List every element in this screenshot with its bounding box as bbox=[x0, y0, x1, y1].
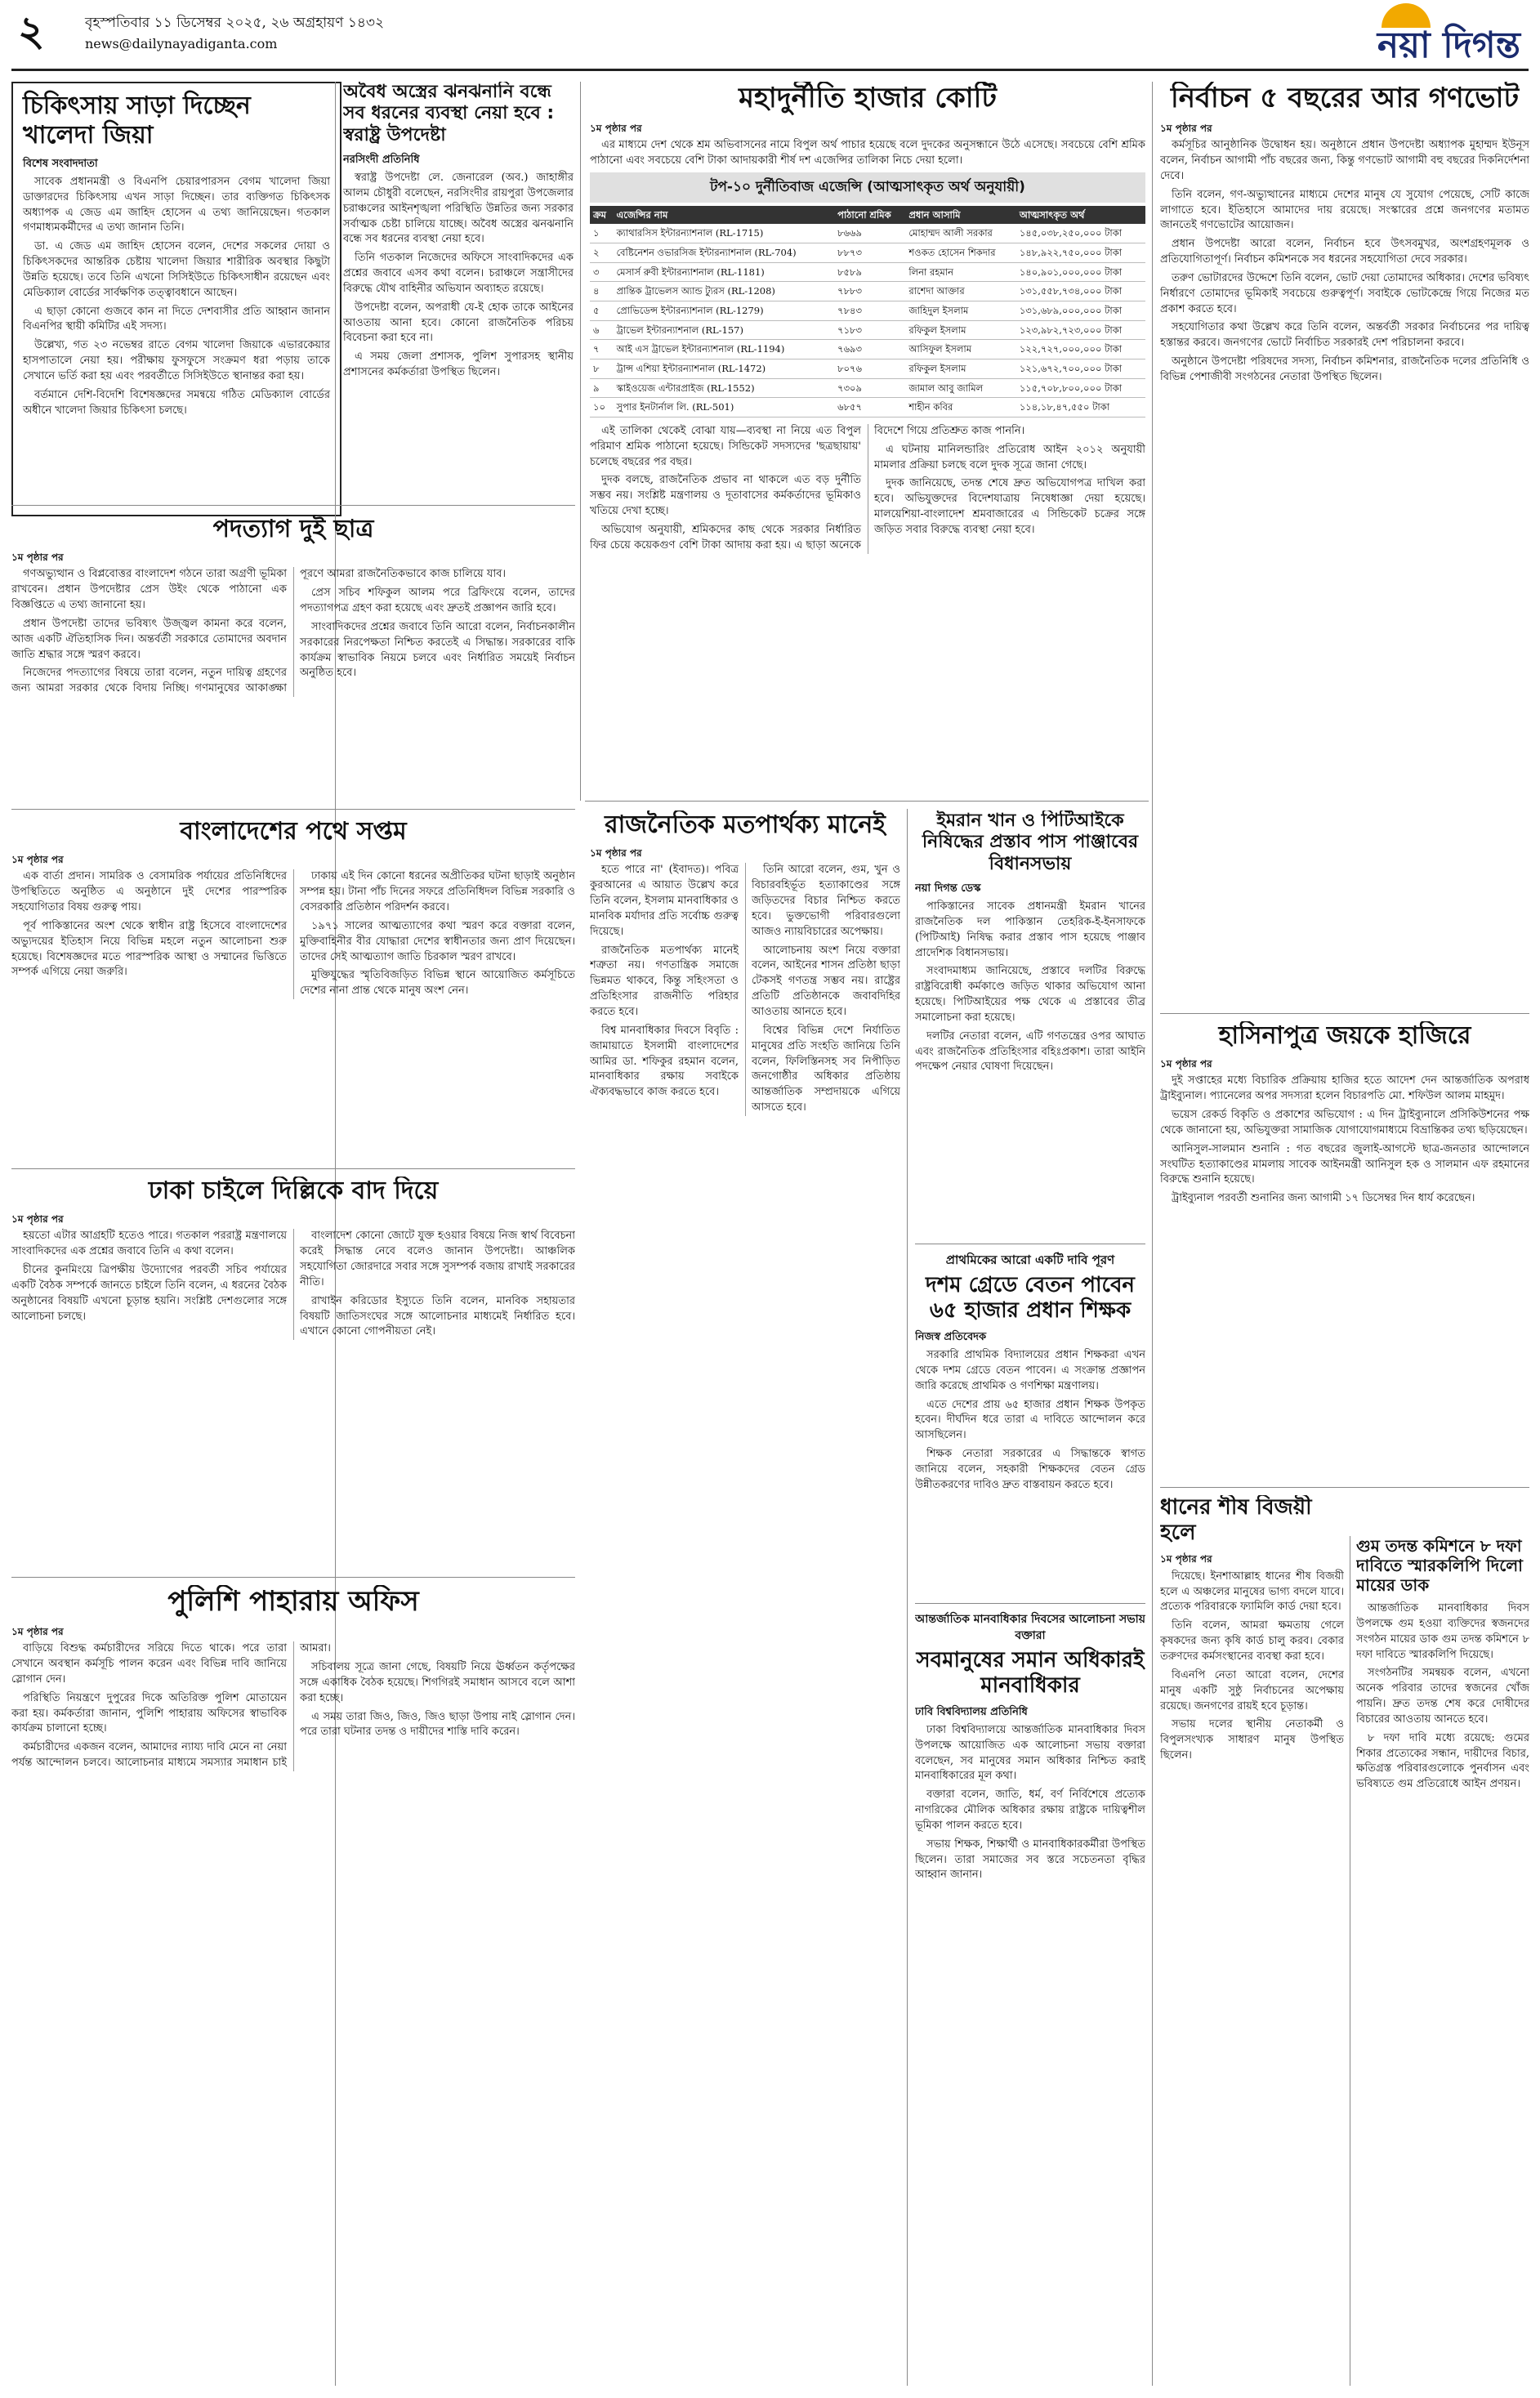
byline: নয়া দিগন্ত ডেস্ক bbox=[915, 882, 981, 895]
paragraph: এ ছাড়া কোনো গুজবে কান না দিতে দেশবাসীর প্রতি আহ্বান জানান বিএনপির স্থায়ী কমিটির এই সদস্য। bbox=[23, 305, 330, 333]
article-body bbox=[11, 1641, 575, 1771]
paragraph: অনুষ্ঠানে উপদেষ্টা পরিষদের সদস্য, নির্বাচন কমিশনার, রাজনৈতিক দলের প্রতিনিধি ও বিভিন্ন পেশাজীবী সংগঠনের নেতারা উপস্থিত ছিলেন। bbox=[1160, 355, 1529, 383]
paragraph: বিশ্ব মানবাধিকার দিবসে বিবৃতি : জামায়াতে ইসলামী বাংলাদেশের আমির ডা. শফিকুর রহমান বলেন, মানবাধিকার রক্ষায় সবাইকে ঐক্যবদ্ধভাবে কাজ করতে হবে। bbox=[590, 1024, 739, 1099]
continuation-label: ১ম পৃষ্ঠার পর bbox=[11, 551, 64, 563]
paragraph: এক বার্তা প্রদান। সামরিক ও বেসামরিক পর্যায়ের প্রতিনিধিদের উপস্থিতিতে অনুষ্ঠিত এ অনুষ্ঠানে দুই দেশের পারস্পরিক সহযোগিতার বিষয় গুরুত্ব পায়। bbox=[11, 870, 287, 914]
paragraph: ১৯৭১ সালের আত্মত্যাগের কথা স্মরণ করে বক্তারা বলেন, মুক্তিবাহিনীর বীর যোদ্ধারা দেশের স্বাধীনতার জন্য প্রাণ দিয়েছেন। তাদের সেই আত্মত্যাগ জাতি চিরকাল স্মরণ রাখবে। bbox=[300, 919, 575, 963]
paragraph: তিনি গতকাল নিজেদের অফিসে সাংবাদিকদের এক প্রশ্নের জবাবে এসব কথা বলেন। চরাঞ্চলে সন্ত্রাসীদের বিরুদ্ধে যৌথ বাহিনীর অভিযান অব্যাহত রয়েছে। bbox=[343, 252, 574, 295]
table-cell: ১৪৮,৯২২,৭৫০,০০০ টাকা bbox=[1016, 243, 1145, 262]
table-cell: ৮ bbox=[590, 359, 613, 378]
paragraph: দুই সপ্তাহের মধ্যে বিচারিক প্রক্রিয়ায় হাজির হতে আদেশ দেন আন্তর্জাতিক অপরাধ ট্রাইব্যুনাল। প্যানেলের অপর সদস্যরা হলেন বিচারপতি মো. শফিউল আলম মাহমুদ। bbox=[1160, 1074, 1529, 1103]
paragraph: কর্মসূচির আনুষ্ঠানিক উদ্বোধন হয়। অনুষ্ঠানে প্রধান উপদেষ্টা অধ্যাপক মুহাম্মদ ইউনূস বলেন, নির্বাচন আগামী পাঁচ বছরের জন্য, কিন্তু গণভোট আগামী বহু বছরের দিকনির্দেশনা দেবে। bbox=[1160, 139, 1529, 182]
table-row bbox=[590, 320, 1145, 340]
paragraph: উল্লেখ্য, গত ২৩ নভেম্বর রাতে বেগম খালেদা জিয়াকে এভারকেয়ার হাসপাতালে নেয়া হয়। পরীক্ষায় ফুসফুসে সংক্রমণ ধরা পড়ায় তাকে সেখানে ভর্তি করা হয় এবং পরবর্তীতে সিসিইউতে স্থানান্তর করা হয়। bbox=[23, 339, 330, 382]
table-cell: ১১৪,১৮,৪৭,৫৫০ টাকা bbox=[1016, 398, 1145, 418]
table-cell: ৮৫৮৯ bbox=[834, 262, 905, 282]
table-cell: মোহাম্মদ আলী সরকার bbox=[905, 224, 1016, 243]
table-cell: ৬৮৫৭ bbox=[834, 398, 905, 418]
table-cell: ৫ bbox=[590, 301, 613, 320]
paragraph: পূর্ব পাকিস্তানের অংশ থেকে স্বাধীন রাষ্ট্র হিসেবে বাংলাদেশের অভ্যুদয়ের ইতিহাস নিয়ে বিভিন্ন মহলে নতুন আলোচনা শুরু হয়েছে। বিশেষজ্ঞদের মতে পারস্পরিক আস্থা ও সম্মানের ভিত্তিতে সম্পর্ক এগিয়ে নেয়া জরুরি। bbox=[11, 919, 287, 979]
table-row bbox=[590, 398, 1145, 418]
headline: গুম তদন্ত কমিশনে ৮ দফা দাবিতে স্মারকলিপি দিলো মায়ের ডাক bbox=[1356, 1536, 1523, 1595]
continuation-label: ১ম পৃষ্ঠার পর bbox=[590, 847, 642, 859]
article-body bbox=[343, 171, 574, 381]
article-bangladesh bbox=[11, 817, 575, 1160]
paragraph: দুদক বলছে, রাজনৈতিক প্রভাব না থাকলে এত বড় দুর্নীতি সম্ভব নয়। সংশ্লিষ্ট মন্ত্রণালয় ও দূতাবাসের কর্মকর্তাদের ভূমিকাও খতিয়ে দেখা হচ্ছে। bbox=[590, 474, 861, 518]
paragraph: সাবেক প্রধানমন্ত্রী ও বিএনপি চেয়ারপারসন বেগম খালেদা জিয়া ডাক্তারদের চিকিৎসায় এখন সাড়া দিচ্ছেন। তার ব্যক্তিগত চিকিৎসক অধ্যাপক এ জেড এম জাহিদ হোসেন এ তথ্য জানিয়েছেন। গতকাল গণমাধ্যমকর্মীদের এ তথ্য জানান তিনি। bbox=[23, 175, 330, 234]
continuation-label: ১ম পৃষ্ঠার পর bbox=[11, 1625, 64, 1637]
table-row bbox=[590, 359, 1145, 378]
byline: ঢাবি বিশ্ববিদ্যালয় প্রতিনিধি bbox=[915, 1705, 1028, 1718]
table-cell: শওকত হোসেন শিকদার bbox=[905, 243, 1016, 262]
column-header: এজেন্সির নাম bbox=[613, 206, 834, 225]
table-cell: সুপার ইনটার্নাল লি. (RL-501) bbox=[613, 398, 834, 418]
paragraph: সংগঠনটির সমন্বয়ক বলেন, এখনো অনেক পরিবার তাদের স্বজনের খোঁজ পায়নি। দ্রুত তদন্ত শেষ করে দোষীদের বিচারের আওতায় আনতে হবে। bbox=[1356, 1667, 1529, 1726]
paragraph: ৮ দফা দাবি মধ্যে রয়েছে: গুমের শিকার প্রত্যেকের সন্ধান, দায়ীদের বিচার, ক্ষতিগ্রস্ত পরিবারগুলোকে পুনর্বাসন এবং ভবিষ্যতে গুম প্রতিরোধে আইন প্রণয়ন। bbox=[1356, 1731, 1529, 1791]
paragraph: রাখাইন করিডোর ইস্যুতে তিনি বলেন, মানবিক সহায়তার বিষয়টি জাতিসংঘের সঙ্গে আলোচনার মাধ্যমেই নির্ধারিত হবে। এখানে কোনো গোপনীয়তা নেই। bbox=[300, 1294, 575, 1338]
paragraph: এতে দেশের প্রায় ৬৫ হাজার প্রধান শিক্ষক উপকৃত হবেন। দীর্ঘদিন ধরে তারা এ দাবিতে আন্দোলন করে আসছিলেন। bbox=[915, 1398, 1145, 1442]
paragraph: গণঅভ্যুত্থান ও বিপ্লবোত্তর বাংলাদেশ গঠনে তারা অগ্রণী ভূমিকা রাখবেন। প্রধান উপদেষ্টার প্রেস উইং থেকে পাঠানো এক বিজ্ঞপ্তিতে এ তথ্য জানানো হয়। bbox=[11, 568, 287, 612]
paragraph: নিজেদের পদত্যাগের বিষয়ে তারা বলেন, নতুন দায়িত্ব গ্রহণের জন্য আমরা সরকার থেকে বিদায় নিচ্ছি। গণমানুষের আকাঙ্ক্ষা পূরণে আমরা রাজনৈতিকভাবে কাজ চালিয়ে যাব। bbox=[11, 568, 506, 695]
masthead-divider bbox=[11, 69, 1529, 71]
table-cell: ৭ bbox=[590, 340, 613, 359]
section-rule bbox=[11, 1577, 575, 1578]
table-cell: ২ bbox=[590, 243, 613, 262]
paragraph: এই তালিকা থেকেই বোঝা যায়—ব্যবস্থা না নিয়ে এত বিপুল পরিমাণ শ্রমিক পাঠানো হয়েছে। সিন্ডিকেট সদস্যদের 'ছত্রছায়ায়' চলেছে বছরের পর বছর। bbox=[590, 424, 861, 468]
paragraph: সংবাদমাধ্যম জানিয়েছে, প্রস্তাবে দলটির বিরুদ্ধে রাষ্ট্রবিরোধী কর্মকাণ্ডে জড়িত থাকার অভিযোগ আনা হয়েছে। পিটিআইয়ের পক্ষ থেকে এ প্রস্তাবের তীব্র সমালোচনা করা হয়েছে। bbox=[915, 965, 1145, 1024]
agency-table bbox=[590, 206, 1145, 418]
column-header: পাঠানো শ্রমিক bbox=[834, 206, 905, 225]
table-row bbox=[590, 340, 1145, 359]
paragraph: বক্তারা বলেন, জাতি, ধর্ম, বর্ণ নির্বিশেষে প্রত্যেক নাগরিকের মৌলিক অধিকার রক্ষায় রাষ্ট্রকে দায়িত্বশীল ভূমিকা পালন করতে হবে। bbox=[915, 1788, 1145, 1832]
table-cell: জামাল আবু জামিল bbox=[905, 378, 1016, 398]
headline: পুলিশি পাহারায় অফিস bbox=[167, 1585, 419, 1618]
paragraph: আলোচনায় অংশ নিয়ে বক্তারা বলেন, আইনের শাসন প্রতিষ্ঠা ছাড়া টেকসই গণতন্ত্র সম্ভব নয়। রাষ্ট্রের প্রতিটি প্রতিষ্ঠানকে জবাবদিহির আওতায় আনতে হবে। bbox=[752, 944, 900, 1018]
column-rule bbox=[580, 82, 581, 801]
paragraph: বর্তমানে দেশি-বিদেশি বিশেষজ্ঞদের সমন্বয়ে গঠিত মেডিক্যাল বোর্ডের অধীনে খালেদা জিয়ার চিকিৎসা চলছে। bbox=[23, 388, 330, 417]
paragraph: প্রধান উপদেষ্টা আরো বলেন, নির্বাচন হবে উৎসবমুখর, অংশগ্রহণমূলক ও প্রতিযোগিতাপূর্ণ। নির্বাচন কমিশনকে সব ধরনের সহযোগিতা দেবে সরকার। bbox=[1160, 238, 1529, 266]
paragraph: হতে পারে না' (ইবাদত)। পবিত্র কুরআনের এ আয়াত উল্লেখ করে তিনি বলেন, ইসলাম মানবাধিকার ও মানবিক মর্যাদার প্রতি সর্বোচ্চ গুরুত্ব দিয়েছে। bbox=[590, 864, 739, 938]
column-rule bbox=[1152, 82, 1153, 2386]
kicker: প্রাথমিকের আরো একটি দাবি পূরণ bbox=[945, 1253, 1115, 1267]
masthead bbox=[0, 0, 1540, 72]
article-imran bbox=[915, 810, 1145, 1235]
table-cell: ট্রাভেল ইন্টারন্যাশনাল (RL-157) bbox=[613, 320, 834, 340]
continuation-label: ১ম পৃষ্ঠার পর bbox=[590, 122, 642, 134]
paragraph: সভায় শিক্ষক, শিক্ষার্থী ও মানবাধিকারকর্মীরা উপস্থিত ছিলেন। তারা সমাজের সব স্তরে সচেতনতা বৃদ্ধির আহ্বান জানান। bbox=[915, 1838, 1145, 1882]
table-cell: রাশেদা আক্তার bbox=[905, 282, 1016, 301]
paragraph: উপদেষ্টা বলেন, অপরাধী যে-ই হোক তাকে আইনের আওতায় আনা হবে। কোনো রাজনৈতিক পরিচয় বিবেচনা করা হবে না। bbox=[343, 301, 574, 345]
table-cell: ১ bbox=[590, 224, 613, 243]
table-cell: প্রোভিডেন্স ইন্টারন্যাশনাল (RL-1279) bbox=[613, 301, 834, 320]
paragraph: আন্তর্জাতিক মানবাধিকার দিবস উপলক্ষে গুম হওয়া ব্যক্তিদের স্বজনদের সংগঠন মায়ের ডাক গুম তদন্ত কমিশনে ৮ দফা দাবিতে স্মারকলিপি দিয়েছে। bbox=[1356, 1602, 1529, 1661]
kicker: আন্তর্জাতিক মানবাধিকার দিবসের আলোচনা সভায় বক্তারা bbox=[915, 1613, 1145, 1643]
table-cell: ১২১,৬৭২,৭০০,০০০ টাকা bbox=[1016, 359, 1145, 378]
table-cell: মেসার্স রুবী ইন্টারন্যাশনাল (RL-1181) bbox=[613, 262, 834, 282]
table-row bbox=[590, 378, 1145, 398]
table-cell: ৭৩০৯ bbox=[834, 378, 905, 398]
table-cell: ১২৩,৯৮২,৭২৩,০০০ টাকা bbox=[1016, 320, 1145, 340]
section-rule bbox=[1160, 1487, 1529, 1488]
paragraph: বিএনপি নেতা আরো বলেন, দেশের মানুষ একটি সুষ্ঠু নির্বাচনের অপেক্ষায় রয়েছে। জনগণের রায়ই হবে চূড়ান্ত। bbox=[1160, 1668, 1344, 1713]
table-row bbox=[590, 243, 1145, 262]
table-cell: ৭১৮৩ bbox=[834, 320, 905, 340]
article-intro bbox=[590, 138, 1145, 169]
section-rule bbox=[1160, 1013, 1529, 1014]
table-cell: ক্যাথারসিস ইন্টারন্যাশনাল (RL-1715) bbox=[613, 224, 834, 243]
table-row bbox=[590, 282, 1145, 301]
headline: হাসিনাপুত্র জয়কে হাজিরে bbox=[1218, 1021, 1471, 1050]
continuation-label: ১ম পৃষ্ঠার পর bbox=[1160, 1058, 1212, 1069]
paragraph: প্রেস সচিব শফিকুল আলম পরে ব্রিফিংয়ে বলেন, তাদের পদত্যাগপত্র গ্রহণ করা হয়েছে এবং দ্রুতই প্রজ্ঞাপন জারি হবে। bbox=[300, 587, 575, 615]
table-cell: ৮০৭৬ bbox=[834, 359, 905, 378]
page-number: ২ bbox=[18, 7, 45, 55]
newspaper-logo bbox=[1275, 3, 1520, 66]
paragraph: বাড়িয়ে বিশুদ্ধ কর্মচারীদের সরিয়ে দিতে থাকে। পরে তারা সেখানে অবস্থান কর্মসূচি পালন করেন এবং বিভিন্ন দাবি জানিয়ে স্লোগান দেন। bbox=[11, 1642, 287, 1686]
article-illegal-arms bbox=[343, 82, 574, 497]
table-cell: ১২২,৭২৭,০০০,০০০ টাকা bbox=[1016, 340, 1145, 359]
column-header: প্রধান আসামি bbox=[905, 206, 1016, 225]
table-cell: ৭৬৯৩ bbox=[834, 340, 905, 359]
paragraph: সাংবাদিকদের প্রশ্নের জবাবে তিনি আরো বলেন, নির্বাচনকালীন সরকারের নিরপেক্ষতা নিশ্চিত করতেই এ সিদ্ধান্ত। সরকারের বাকি কার্যক্রম স্বাভাবিক নিয়মে চলবে এবং নির্ধারিত সময়েই নির্বাচন অনুষ্ঠিত হবে। bbox=[300, 620, 575, 680]
article-body bbox=[23, 175, 330, 419]
paragraph: ট্রাইব্যুনাল পরবর্তী শুনানির জন্য আগামী ১৭ ডিসেম্বর দিন ধার্য করেছেন। bbox=[1172, 1192, 1475, 1205]
article-election bbox=[1160, 82, 1529, 1005]
section-rule bbox=[11, 505, 575, 506]
headline: মহাদুর্নীতি হাজার কোটি bbox=[739, 82, 997, 114]
table-cell: স্কাইওয়েজ এন্টারপ্রাইজ (RL-1552) bbox=[613, 378, 834, 398]
paragraph: তিনি বলেন, গণ-অভ্যুত্থানের মাধ্যমে দেশের মানুষ যে সুযোগ পেয়েছে, সেটি কাজে লাগাতে হবে। ইতিহাসে আমাদের দায় রয়েছে। সংস্কারের প্রশ্নে জনগণের মতামত জানতেই গণভোটের আয়োজন। bbox=[1160, 188, 1529, 232]
paragraph: কর্মচারীদের একজন বলেন, আমাদের ন্যায্য দাবি মেনে না নেয়া পর্যন্ত আন্দোলন চলবে। আলোচনার মাধ্যমে সমস্যার সমাধান চাই আমরা। bbox=[11, 1642, 331, 1770]
paragraph: সভায় দলের স্থানীয় নেতাকর্মী ও বিপুলসংখ্যক সাধারণ মানুষ উপস্থিত ছিলেন। bbox=[1160, 1718, 1344, 1762]
section-rule bbox=[915, 1603, 1145, 1604]
continuation-label: ১ম পৃষ্ঠার পর bbox=[1160, 1553, 1212, 1565]
paragraph: এ ঘটনায় মানিলন্ডারিং প্রতিরোধ আইন ২০১২ অনুযায়ী মামলার প্রক্রিয়া চলছে বলে দুদক সূত্রে জানা গেছে। bbox=[874, 443, 1145, 471]
table-cell: ৭৮৪৩ bbox=[834, 301, 905, 320]
continuation-label: ১ম পৃষ্ঠার পর bbox=[11, 1213, 64, 1225]
logo-text: নয়া দিগন্ত bbox=[1377, 25, 1520, 66]
headline: অবৈধ অস্ত্রের ঝনঝনানি বন্ধে সব ধরনের ব্যবস্থা নেয়া হবে : স্বরাষ্ট্র উপদেষ্টা bbox=[343, 82, 555, 145]
column-header: ক্রম bbox=[590, 206, 613, 225]
paragraph: রাজনৈতিক মতপার্থক্য মানেই শত্রুতা নয়। গণতান্ত্রিক সমাজে ভিন্নমত থাকবে, কিন্তু সহিংসতা ও প্রতিহিংসার রাজনীতি পরিহার করতে হবে। bbox=[590, 944, 739, 1018]
article-enforced-disappearance bbox=[1356, 1536, 1529, 2378]
paragraph: এর মাধ্যমে দেশ থেকে শ্রম অভিবাসনের নামে বিপুল অর্থ পাচার হয়েছে বলে দুদকের অনুসন্ধানে উঠে এসেছে। সবচেয়ে বেশি শ্রমিক পাঠানো এবং সবচেয়ে বেশি টাকা আদায়কারী শীর্ষ দশ এজেন্সির তালিকা নিচে দেয়া হলো। bbox=[590, 139, 1145, 167]
paragraph: চীনের কুনমিংয়ে ত্রিপক্ষীয় উদ্যোগের পরবর্তী সচিব পর্যায়ের একটি বৈঠক সম্পর্কে জানতে চাইলে তিনি বলেন, এ ধরনের বৈঠক অনুষ্ঠানের বিষয়টি এখনো চূড়ান্ত হয়নি। সংশ্লিষ্ট দেশগুলোর সঙ্গে আলোচনা চলছে। bbox=[11, 1264, 287, 1323]
table-cell: জাহিদুল ইসলাম bbox=[905, 301, 1016, 320]
table-cell: আই এস ট্রাভেল ইন্টারন্যাশনাল (RL-1194) bbox=[613, 340, 834, 359]
table-cell: ৯ bbox=[590, 378, 613, 398]
issue-date: বৃহস্পতিবার ১১ ডিসেম্বর ২০২৫, ২৬ অগ্রহায়ণ ১৪৩২ bbox=[85, 15, 385, 31]
table-body bbox=[590, 224, 1145, 417]
article-body bbox=[590, 424, 1145, 554]
article-body bbox=[1160, 1074, 1529, 1207]
paragraph: হয়তো এটার আগ্রহটি হতেও পারে। গতকাল পররাষ্ট্র মন্ত্রণালয়ে সাংবাদিকদের এক প্রশ্নের জবাবে তিনি এ কথা বলেন। bbox=[11, 1230, 287, 1258]
article-khaleda bbox=[11, 82, 341, 516]
headline: চিকিৎসায় সাড়া দিচ্ছেন খালেদা জিয়া bbox=[23, 92, 251, 150]
article-politics bbox=[590, 810, 900, 2379]
article-human-rights bbox=[915, 1611, 1145, 2379]
table-cell: রফিকুল ইসলাম bbox=[905, 359, 1016, 378]
headline: সবমানুষের সমান অধিকারই মানবাধিকার bbox=[916, 1647, 1145, 1698]
paragraph: তরুণ ভোটারদের উদ্দেশে তিনি বলেন, ভোট দেয়া তোমাদের অধিকার। দেশের ভবিষ্যৎ নির্ধারণে তোমাদের ভূমিকাই সবচেয়ে গুরুত্বপূর্ণ। সবাইকে ভোটকেন্দ্রে গিয়ে নিজের মত প্রকাশ করতে হবে। bbox=[1160, 271, 1529, 315]
headline: ধানের শীষ বিজয়ী হলে bbox=[1160, 1495, 1312, 1546]
paragraph: ভয়েস রেকর্ড বিকৃতি ও প্রকাশের অভিযোগ : এ দিন ট্রাইব্যুনালে প্রসিকিউশনের পক্ষ থেকে জানানো হয়, অভিযুক্তরা সামাজিক যোগাযোগমাধ্যমে বিভ্রান্তিকর তথ্য ছড়িয়েছেন। bbox=[1160, 1109, 1529, 1136]
paragraph: সহযোগিতার কথা উল্লেখ করে তিনি বলেন, অন্তর্বর্তী সরকার নির্বাচনের পর দায়িত্ব হস্তান্তর করবে। জনগণের ভোটে নির্বাচিত সরকারই দেশ পরিচালনা করবে। bbox=[1160, 321, 1529, 350]
article-paddy bbox=[1160, 1495, 1344, 2378]
paragraph: এ সময় তারা জিও, জিও, জিও ছাড়া উপায় নাই স্লোগান দেন। পরে তারা ঘটনার তদন্ত ও দায়ীদের শাস্তি দাবি করেন। bbox=[300, 1710, 575, 1739]
article-body bbox=[1160, 138, 1529, 386]
article-body bbox=[1356, 1601, 1529, 1793]
paragraph: পরিস্থিতি নিয়ন্ত্রণে দুপুরের দিকে অতিরিক্ত পুলিশ মোতায়েন করা হয়। কর্মকর্তারা জানান, পুলিশি পাহারায় অফিসের স্বাভাবিক কার্যক্রম চালানো হচ্ছে। bbox=[11, 1691, 287, 1735]
table-row bbox=[590, 262, 1145, 282]
paragraph: দুদক জানিয়েছে, তদন্ত শেষে দ্রুত অভিযোগপত্র দাখিল করা হবে। অভিযুক্তদের বিদেশযাত্রায় নিষেধাজ্ঞা দেয়া হয়েছে। মালয়েশিয়া-বাংলাদেশ শ্রমবাজারের এ সিন্ডিকেট চক্রের সঙ্গে জড়িত সবার বিরুদ্ধে ব্যবস্থা নেয়া হবে। bbox=[874, 477, 1145, 536]
article-body bbox=[11, 1229, 575, 1340]
article-body bbox=[915, 1348, 1145, 1494]
section-rule bbox=[585, 801, 1149, 802]
contact-email: news@dailynayadiganta.com bbox=[85, 36, 278, 51]
headline: বাংলাদেশের পথে সপ্তম bbox=[180, 817, 407, 846]
table-cell: প্রান্তিক ট্রাভেলস অ্যান্ড ট্যুরস (RL-1208) bbox=[613, 282, 834, 301]
column-rule bbox=[907, 809, 908, 2386]
article-dhaka bbox=[11, 1177, 575, 1569]
article-body bbox=[1160, 1570, 1344, 1764]
table-cell: ৮৮৭৩ bbox=[834, 243, 905, 262]
table-cell: ১০ bbox=[590, 398, 613, 418]
table-cell: আসিফুল ইসলাম bbox=[905, 340, 1016, 359]
table-cell: ৪ bbox=[590, 282, 613, 301]
paragraph: শিক্ষক নেতারা সরকারের এ সিদ্ধান্তকে স্বাগত জানিয়ে বলেন, সহকারী শিক্ষকদের বেতন গ্রেড উন্নীতকরণের দাবিও দ্রুত বাস্তবায়ন করতে হবে। bbox=[915, 1448, 1145, 1491]
paragraph: প্রধান উপদেষ্টা তাদের ভবিষ্যৎ উজ্জ্বল কামনা করে বলেন, আজ একটি ঐতিহাসিক দিন। অন্তর্বর্তী সরকারে তোমাদের অবদান জাতি শ্রদ্ধার সঙ্গে স্মরণ করবে। bbox=[11, 617, 287, 661]
table-cell: বেষ্টিনেশন ওভারসিজ ইন্টারন্যাশনাল (RL-704) bbox=[613, 243, 834, 262]
headline: ঢাকা চাইলে দিল্লিকে বাদ দিয়ে bbox=[148, 1177, 439, 1205]
table-header-row bbox=[590, 206, 1145, 225]
paragraph: আনিসুল-সালমান শুনানি : গত বছরের জুলাই-আগস্টে ছাত্র-জনতার আন্দোলনে সংঘটিত হত্যাকাণ্ডের মামলায় সাবেক আইনমন্ত্রী আনিসুল হক ও সালমান এফ রহমানের বিরুদ্ধে শুনানি হয়েছে। bbox=[1160, 1142, 1529, 1186]
byline: নরসিংদী প্রতিনিধি bbox=[343, 154, 420, 167]
paragraph: অভিযোগ অনুযায়ী, শ্রমিকদের কাছ থেকে সরকার নির্ধারিত ফির চেয়ে কয়েকগুণ বেশি টাকা আদায় করা হয়। এ ছাড়া অনেকে বিদেশে গিয়ে প্রতিশ্রুত কাজ পাননি। bbox=[590, 424, 1025, 551]
headline: রাজনৈতিক মতপার্থক্য মানেই bbox=[605, 810, 886, 839]
paragraph: স্বরাষ্ট্র উপদেষ্টা লে. জেনারেল (অব.) জাহাঙ্গীর আলম চৌধুরী বলেছেন, নরসিংদীর রায়পুরা উপজেলার চরাঞ্চলের আইনশৃঙ্খলা পরিস্থিতি উন্নতির জন্য সরকার সর্বাত্মক চেষ্টা চালিয়ে যাচ্ছে। অবৈধ অস্ত্রের ঝনঝনানি বন্ধে সব ধরনের ব্যবস্থা নেয়া হবে। bbox=[343, 172, 574, 246]
headline: ইমরান খান ও পিটিআইকে নিষিদ্ধের প্রস্তাব পাস পাঞ্জাবের বিধানসভায় bbox=[922, 810, 1139, 874]
section-rule bbox=[11, 809, 575, 810]
continuation-label: ১ম পৃষ্ঠার পর bbox=[1160, 122, 1212, 134]
byline: নিজস্ব প্রতিবেদক bbox=[915, 1331, 987, 1344]
article-body bbox=[11, 869, 575, 999]
article-police bbox=[11, 1585, 575, 2386]
article-body bbox=[915, 900, 1145, 1075]
paragraph: সচিবালয় সূত্রে জানা গেছে, বিষয়টি নিয়ে ঊর্ধ্বতন কর্তৃপক্ষের সঙ্গে একাধিক বৈঠক হয়েছে। শিগগিরই সমাধান আসবে বলে আশা করা হচ্ছে। bbox=[300, 1661, 575, 1704]
column-header: আত্মসাৎকৃত অর্থ bbox=[1016, 206, 1145, 225]
table-cell: ১৪০,৯০১,০০০,০০০ টাকা bbox=[1016, 262, 1145, 282]
table-row bbox=[590, 301, 1145, 320]
paragraph: বাংলাদেশ কোনো জোটে যুক্ত হওয়ার বিষয়ে নিজ স্বার্থ বিবেচনা করেই সিদ্ধান্ত নেবে বলেও জানান উপদেষ্টা। আঞ্চলিক সহযোগিতা জোরদারে সবার সঙ্গে সুসম্পর্ক বজায় রাখাই সরকারের নীতি। bbox=[300, 1230, 575, 1288]
paragraph: ঢাকায় এই দিন কোনো ধরনের অপ্রীতিকর ঘটনা ছাড়াই অনুষ্ঠান সম্পন্ন হয়। টানা পাঁচ দিনের সফরে প্রতিনিধিদল বিভিন্ন সরকারি ও বেসরকারি প্রতিষ্ঠান পরিদর্শন করবে। bbox=[300, 870, 575, 914]
paragraph: তিনি বলেন, আমরা ক্ষমতায় গেলে কৃষকদের জন্য কৃষি কার্ড চালু করব। বেকার তরুণদের কর্মসংস্থানের ব্যবস্থা করা হবে। bbox=[1160, 1619, 1344, 1663]
paragraph: দলটির নেতারা বলেন, এটি গণতন্ত্রের ওপর আঘাত এবং রাজনৈতিক প্রতিহিংসার বহিঃপ্রকাশ। তারা আইনি পদক্ষেপ নেয়ার ঘোষণা দিয়েছেন। bbox=[915, 1029, 1145, 1074]
article-corruption bbox=[590, 82, 1145, 793]
article-hasina-son bbox=[1160, 1021, 1529, 1479]
table-cell: ১১৫,৭০৮,৮০০,০০০ টাকা bbox=[1016, 378, 1145, 398]
table-cell: ১৩১,৬৮৯,০০০,০০০ টাকা bbox=[1016, 301, 1145, 320]
article-teachers bbox=[915, 1252, 1145, 1595]
headline: নির্বাচন ৫ বছরের আর গণভোট bbox=[1170, 82, 1520, 114]
headline: পদত্যাগ দুই ছাত্র bbox=[212, 515, 374, 543]
paragraph: পাকিস্তানের সাবেক প্রধানমন্ত্রী ইমরান খানের রাজনৈতিক দল পাকিস্তান তেহরিক-ই-ইনসাফকে (পিটিআই) নিষিদ্ধ করার প্রস্তাব পাস হয়েছে পাঞ্জাব প্রাদেশিক বিধানসভায়। bbox=[915, 900, 1145, 959]
section-rule bbox=[11, 1168, 575, 1169]
byline: বিশেষ সংবাদদাতা bbox=[23, 158, 98, 170]
table-cell: শাহীন কবির bbox=[905, 398, 1016, 418]
paragraph: বিশ্বের বিভিন্ন দেশে নির্যাতিত মানুষের প্রতি সংহতি জানিয়ে তিনি বলেন, ফিলিস্তিনসহ সব নিপীড়িত জনগোষ্ঠীর অধিকার প্রতিষ্ঠায় আন্তর্জাতিক সম্প্রদায়কে এগিয়ে আসতে হবে। bbox=[752, 1024, 900, 1114]
paragraph: মুক্তিযুদ্ধের স্মৃতিবিজড়িত বিভিন্ন স্থানে আয়োজিত কর্মসূচিতে দেশের নানা প্রান্ত থেকে মানুষ অংশ নেন। bbox=[300, 969, 575, 998]
table-cell: ১৪৫,০৩৮,২৫০,০০০ টাকা bbox=[1016, 224, 1145, 243]
table-row bbox=[590, 224, 1145, 243]
table-cell: ৮৬৬৯ bbox=[834, 224, 905, 243]
table-cell: লিনা রহমান bbox=[905, 262, 1016, 282]
table-cell: ট্রান্স এশিয়া ইন্টারন্যাশনাল (RL-1472) bbox=[613, 359, 834, 378]
table-cell: ১৩১,৫৫৮,৭৩৪,০০০ টাকা bbox=[1016, 282, 1145, 301]
table-cell: রফিকুল ইসলাম bbox=[905, 320, 1016, 340]
paragraph: সরকারি প্রাথমিক বিদ্যালয়ের প্রধান শিক্ষকরা এখন থেকে দশম গ্রেডে বেতন পাবেন। এ সংক্রান্ত প্রজ্ঞাপন জারি করেছে প্রাথমিক ও গণশিক্ষা মন্ত্রণালয়। bbox=[915, 1348, 1145, 1392]
article-body bbox=[590, 863, 900, 1116]
article-resign bbox=[11, 515, 575, 801]
paragraph: ঢাকা বিশ্ববিদ্যালয়ে আন্তর্জাতিক মানবাধিকার দিবস উপলক্ষে আয়োজিত এক আলোচনা সভায় বক্তারা বলেছেন, সব মানুষের সমান অধিকার নিশ্চিত করাই মানবাধিকারের মূল কথা। bbox=[915, 1723, 1145, 1783]
headline: দশম গ্রেডে বেতন পাবেন ৬৫ হাজার প্রধান শিক্ষক bbox=[926, 1272, 1135, 1323]
paragraph: এ সময় জেলা প্রশাসক, পুলিশ সুপারসহ স্থানীয় প্রশাসনের কর্মকর্তারা উপস্থিত ছিলেন। bbox=[343, 351, 574, 379]
table-cell: ৩ bbox=[590, 262, 613, 282]
table-cell: ৬ bbox=[590, 320, 613, 340]
table-title: টপ-১০ দুর্নীতিবাজ এজেন্সি (আত্মসাৎকৃত অর্থ অনুযায়ী) bbox=[590, 172, 1145, 203]
paragraph: দিয়েছে। ইনশাআল্লাহ ধানের শীষ বিজয়ী হলে এ অঞ্চলের মানুষের ভাগ্য বদলে যাবে। প্রত্যেক পরিবারকে ফ্যামিলি কার্ড দেয়া হবে। bbox=[1160, 1570, 1344, 1614]
continuation-label: ১ম পৃষ্ঠার পর bbox=[11, 854, 64, 865]
article-body bbox=[11, 567, 575, 697]
paragraph: তিনি আরো বলেন, গুম, খুন ও বিচারবহির্ভূত হত্যাকাণ্ডের সঙ্গে জড়িতদের বিচার নিশ্চিত করতে হবে। ভুক্তভোগী পরিবারগুলো আজও ন্যায়বিচারের অপেক্ষায়। bbox=[752, 864, 900, 938]
paragraph: ডা. এ জেড এম জাহিদ হোসেন বলেন, দেশের সকলের দোয়া ও চিকিৎসকদের আন্তরিক চেষ্টায় খালেদা জিয়ার শারীরিক অবস্থার কিছুটা উন্নতি হয়েছে। তবে তিনি এখনো সিসিইউতে চিকিৎসাধীন রয়েছেন এবং মেডিক্যাল বোর্ডের সার্বক্ষণিক তত্ত্বাবধানে আছেন। bbox=[23, 240, 330, 299]
article-body bbox=[915, 1723, 1145, 1883]
table-cell: ৭৮৮৩ bbox=[834, 282, 905, 301]
